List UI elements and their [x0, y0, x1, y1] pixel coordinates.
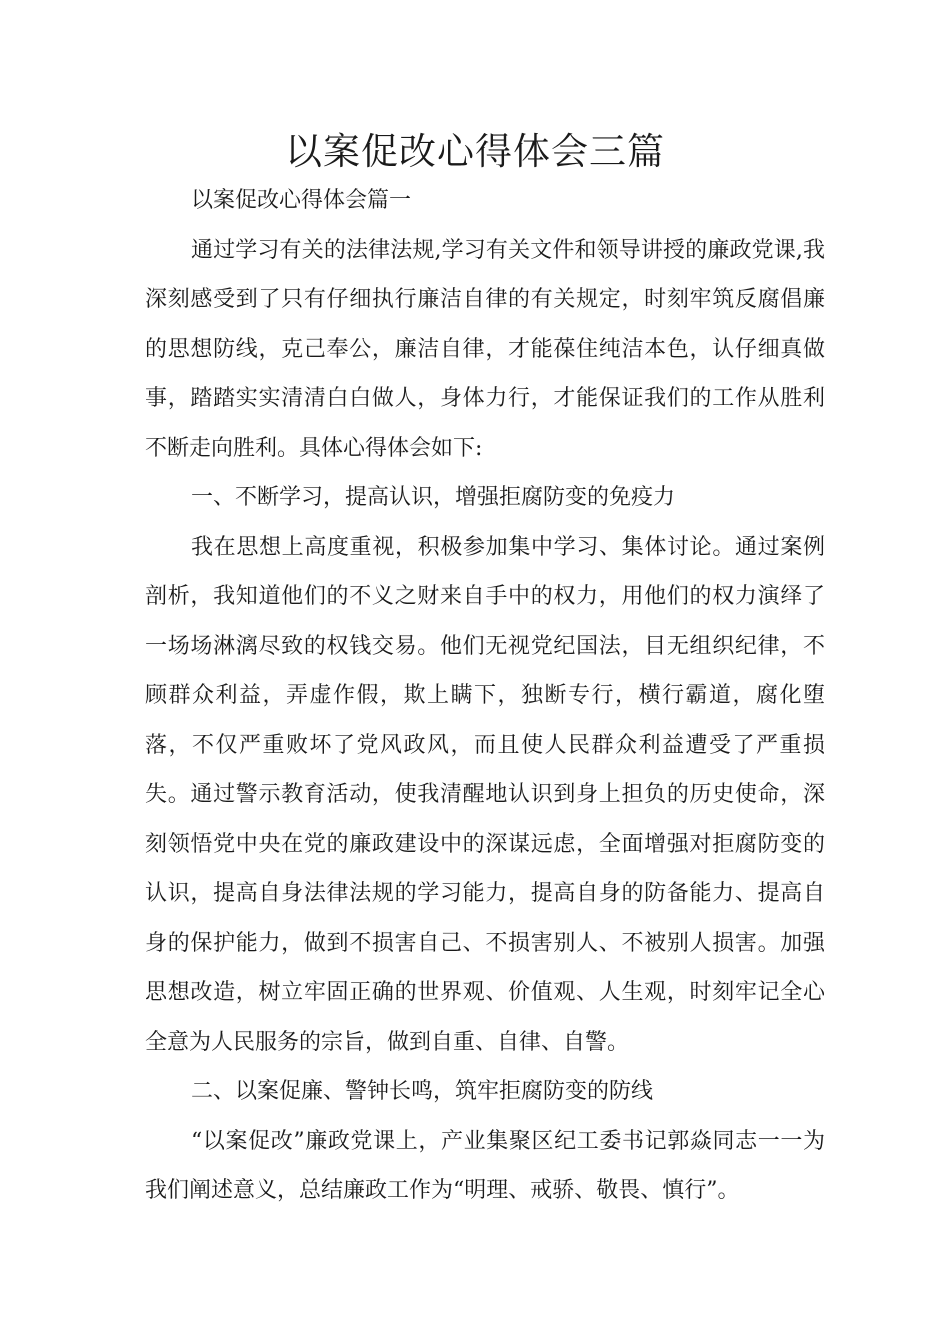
paragraph-section-2: “以案促改”廉政党课上，产业集聚区纪工委书记郭焱同志一一为我们阐述意义，总结廉政工作为“明理、戒骄、敬畏、慎行”。	[145, 1128, 825, 1203]
section-heading-1: 一、不断学习，提高认识，增强拒腐防变的免疫力	[191, 485, 676, 510]
paragraph-section-1: 我在思想上高度重视，积极参加集中学习、集体讨论。通过案例剖析，我知道他们的不义之财来自手中的权力，用他们的权力演绎了一场场淋漓尽致的权钱交易。他们无视党纪国法，目无组织纪律，不顾群众利益，弄虚作假，欺上瞒下，独断专行，横行霸道，腐化堕落，不仅严重败坏了党风政风，而且使人民群众利益遭受了严重损失。通过警示教育活动，使我清醒地认识到身上担负的历史使命，深刻领悟党中央在党的廉政建设中的深谋远虑，全面增强对拒腐防变的认识，提高自身法律法规的学习能力，提高自身的防备能力、提高自身的保护能力，做到不损害自己、不损害别人、不被别人损害。加强思想改造，树立牢固正确的世界观、价值观、人生观，时刻牢记全心全意为人民服务的宗旨，做到自重、自律、自警。	[145, 534, 825, 1055]
document-title: 以案促改心得体会三篇	[285, 130, 665, 173]
document-body	[145, 176, 825, 1216]
section-subtitle: 以案促改心得体会篇一	[191, 188, 412, 213]
paragraph-intro: 通过学习有关的法律法规,学习有关文件和领导讲授的廉政党课,我深刻感受到了只有仔细执行廉洁自律的有关规定，时刻牢筑反腐倡廉的思想防线，克己奉公，廉洁自律，才能葆住纯洁本色，认仔细真做事，踏踏实实清清白白做人，身体力行，才能保证我们的工作从胜利不断走向胜利。具体心得体会如下:	[145, 237, 825, 461]
section-heading-2: 二、以案促廉、警钟长鸣，筑牢拒腐防变的防线	[191, 1079, 654, 1104]
